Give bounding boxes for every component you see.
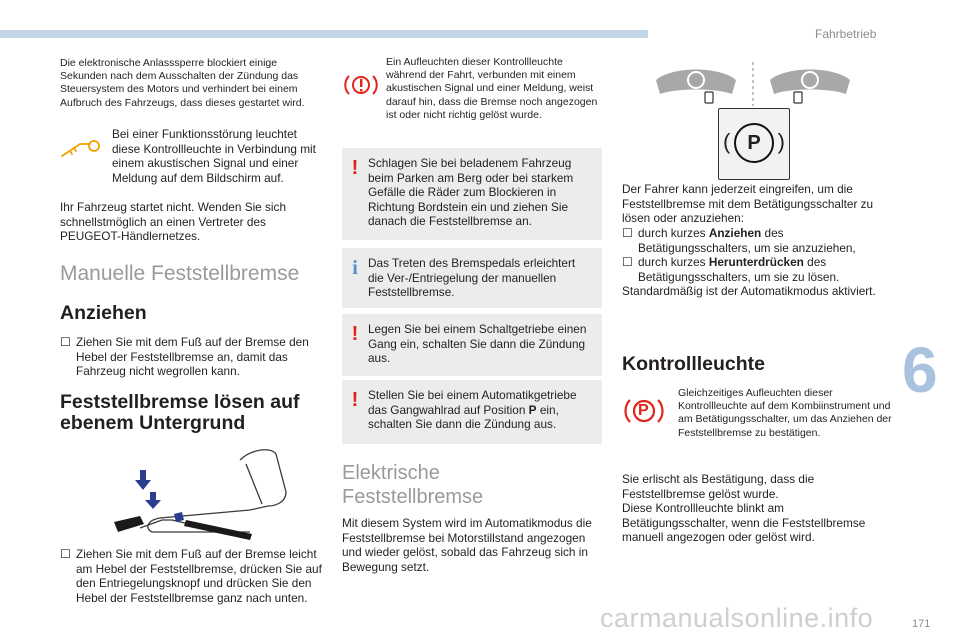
warning-icon: ! (351, 157, 359, 179)
key-warning-icon (60, 138, 102, 165)
goes-out-text: Sie erlischt als Bestätigung, dass die Feststellbremse gelöst wurde. (622, 472, 815, 501)
note-text: Schlagen Sie bei beladenem Fahrzeug beim Parken am Berg oder bei starkem Gefälle die Räder zum Blockieren in Richtung Bordstein ein und ziehen Sie danach die Feststellbremse an. (368, 156, 574, 229)
bullet-pre: durch kurzes (638, 255, 709, 269)
immobiliser-intro: Die elektronische Anlasssperre blockiert einige Sekunden nach dem Ausschalten der Zündung das Steuersystem des Motors und verhindert bei einem Aufbruch des Fahrzeugs, dass dieses gestartet wird. (60, 57, 305, 109)
apply-switch-bullet (622, 226, 892, 255)
auto-mode-text: Standardmäßig ist der Automatikmodus aktiviert. (622, 284, 876, 298)
chapter-number: 6 (902, 334, 938, 406)
handbrake-seat-illustration (100, 440, 300, 545)
apply-bullet-text: Ziehen Sie mit dem Fuß auf der Bremse den Hebel der Feststellbremse an, damit das Fahrzeug nicht wegrollen kann. (76, 335, 309, 379)
note-text: Legen Sie bei einem Schaltgetriebe einen Gang ein, schalten Sie dann die Zündung aus. (368, 322, 587, 366)
electric-brake-title: Elektrische Feststellbremse (342, 462, 484, 508)
note-box-parking-slope (342, 148, 602, 240)
no-start-text: Ihr Fahrzeug startet nicht. Wenden Sie sich schnellstmöglich an einen Vertreter des PEUGEOT-Händlernetzes. (60, 200, 287, 244)
brake-warning-text: Ein Aufleuchten dieser Kontrollleuchte während der Fahrt, verbunden mit einem akustischen Signal und einer Meldung, weist darauf hin, dass die Bremse noch angezogen ist oder nicht richtig gelöst wurde. (386, 56, 598, 121)
bullet-pre: durch kurzes (638, 226, 709, 240)
note-text-after: ein, schalten Sie dann die Zündung aus. (368, 402, 559, 432)
switch-left-arc: ( (723, 129, 731, 154)
warning-icon: ! (351, 323, 359, 345)
note-box-brake-pedal (342, 248, 602, 308)
indicator-title: Kontrollleuchte (622, 353, 766, 375)
brake-warning-icon (342, 72, 380, 103)
note-text-before: Stellen Sie bei einem Automatikgetriebe das Gangwahlrad auf Position (368, 388, 577, 417)
note-text: Das Treten des Bremspedals erleichtert die Ver-/Entriegelung der manuellen Feststellbremse. (368, 256, 576, 300)
page-number: 171 (912, 618, 931, 630)
apply-title: Anziehen (60, 302, 147, 324)
note-box-automatic-gearbox (342, 380, 602, 444)
section-header: Fahrbetrieb (815, 27, 877, 41)
info-icon: i (352, 257, 358, 279)
release-bullet-text: Ziehen Sie mit dem Fuß auf der Bremse leicht am Hebel der Feststellbremse, drücken Sie auf den Entriegelungsknopf und drücken Sie den Hebel der Feststellbremse ganz nach unten. (76, 547, 322, 605)
release-switch-bullet (622, 255, 892, 284)
note-text (368, 388, 594, 432)
bullet-bold: Anziehen (708, 226, 762, 240)
release-switch-text (638, 255, 892, 284)
release-bullet (60, 547, 324, 605)
bullet-post: des Betätigungsschalters, um sie anzuziehen, (638, 226, 856, 255)
indicator-text: Gleichzeitiges Aufleuchten dieser Kontrollleuchte auf dem Kombiinstrument und am Betätigungsschalter, um das Anziehen der Feststellbremse zu bestätigen. (678, 387, 892, 439)
warning-icon: ! (351, 389, 359, 411)
parking-brake-indicator-icon (622, 396, 666, 431)
bullet-marker: ☐ (622, 226, 633, 240)
switch-right-arc: ) (777, 129, 785, 154)
indicator-p-letter: P (638, 402, 649, 419)
bullet-bold: Herunterdrücken (708, 255, 804, 269)
gear-position: P (528, 402, 537, 417)
bullet-marker: ☐ (60, 335, 71, 349)
apply-bullet (60, 335, 324, 379)
note-box-manual-gearbox (342, 314, 602, 376)
watermark: carmanualsonline.info (600, 603, 874, 633)
header-bar (0, 30, 648, 38)
switch-p-symbol: P (734, 123, 774, 163)
malfunction-text: Bei einer Funktionsstörung leuchtet diese Kontrollleuchte in Verbindung mit einem akustischen Signal und einer Meldung auf dem Bildschirm auf. (112, 127, 316, 185)
bullet-marker: ☐ (622, 255, 633, 269)
bullet-post: des Betätigungsschalters, um sie zu lösen. (638, 255, 840, 284)
driver-intro-text: Der Fahrer kann jederzeit eingreifen, um die Feststellbremse mit dem Betätigungsschalter zu lösen oder anzuziehen: (622, 182, 874, 226)
blinks-text: Diese Kontrollleuchte blinkt am Betätigungsschalter, wenn die Feststellbremse manuell angezogen oder gelöst wird. (622, 501, 866, 545)
manual-brake-title: Manuelle Feststellbremse (60, 262, 300, 285)
bullet-marker: ☐ (60, 547, 71, 561)
electric-brake-text: Mit diesem System wird im Automatikmodus die Feststellbremse bei Motorstillstand angezogen und wieder gelöst, sobald das Fahrzeug sich in Bewegung setzt. (342, 516, 592, 574)
apply-switch-text (638, 226, 892, 255)
release-title: Feststellbremse lösen auf ebenem Untergrund (60, 391, 300, 434)
parking-brake-switch-diagram (718, 108, 790, 180)
